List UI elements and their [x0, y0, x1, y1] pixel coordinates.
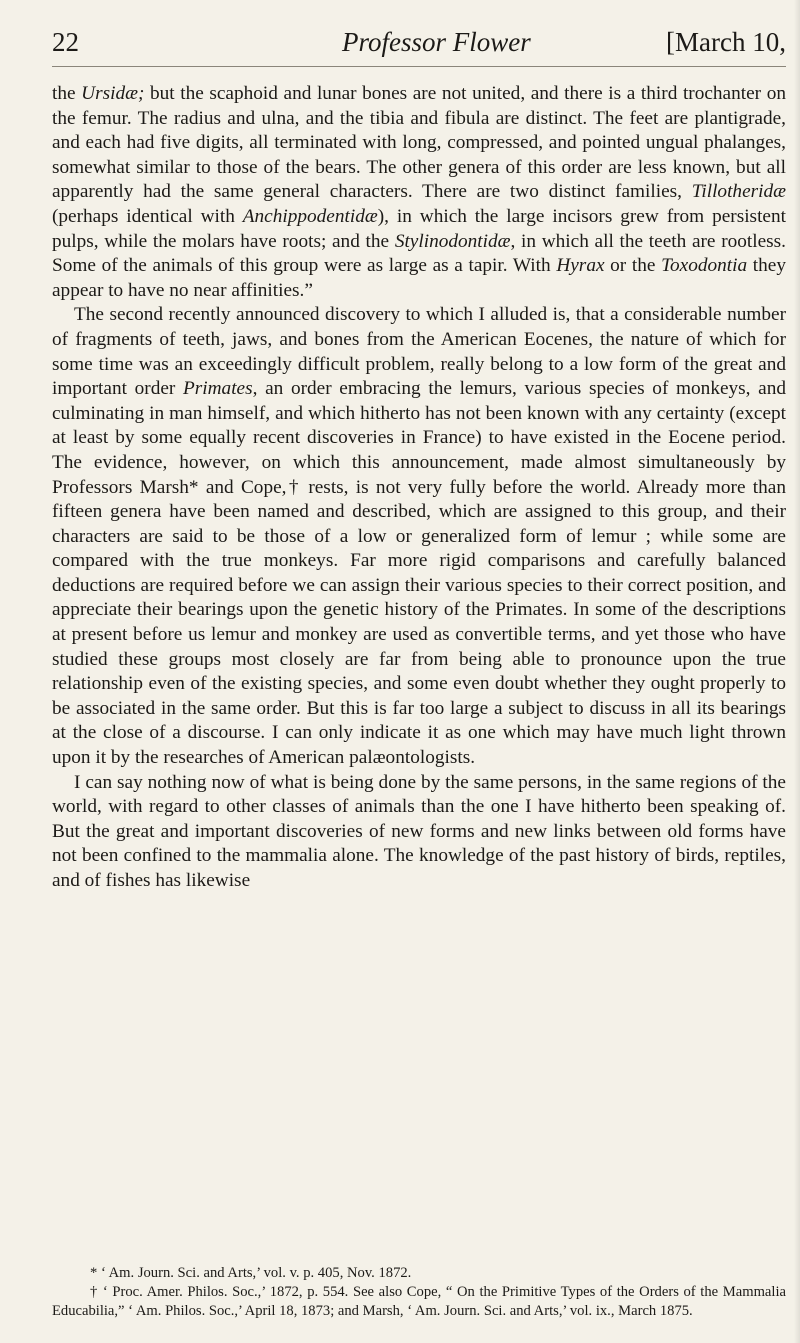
running-head — [52, 22, 786, 62]
text-run: , an order embracing the lemurs, various species of monkeys, and culminating in man himself, and which hitherto has not been known with any certainty (except at least by some equally recent discoveries in France) to have existed in the Eocene period. The evidence, however, on which this announcement, made almost simultaneously by Professors Marsh* and Cope,† rests, is not very fully before the world. Already more than fifteen genera have been named and described, which are assigned to this group, and their characters are said to be those of a low or generalized form of lemur ; while some are compared with the true monkeys. Far more rigid comparisons and carefully balanced deductions are required before we can assign their various species to their correct position, and appreciate their bearings upon the genetic history of the Primates. In some of the descriptions at present before us lemur and monkey are used as convertible terms, and yet those who have studied these groups most closely are far from being able to pronounce upon the true relationship even of the existing species, and some even doubt whether they ought properly to be associated in the same order. But this is far too large a subject to discuss in all its bearings at the close of a discourse. I can only indicate it as one which may have much light thrown upon it by the researches of American palæontologists. — [52, 378, 786, 769]
text-run: I can say nothing now of what is being done by the same persons, in the same regions of the world, with regard to other classes of animals than the one I have hitherto been speaking of. But the great and important discoveries of new forms and new links between old forms have not been confined to the mammalia alone. The knowledge of the past history of birds, reptiles, and of fishes has likewise — [52, 771, 786, 891]
text-run: , in which all the teeth are rootless. Some of the animals of this group were as large as a tapir. With — [52, 230, 786, 277]
body-paragraph — [52, 771, 786, 894]
footnote: * ‘ Am. Journ. Sci. and Arts,’ vol. v. p. 405, Nov. 1872. — [90, 1265, 412, 1281]
footnotes — [52, 1264, 786, 1321]
body-paragraph — [52, 303, 786, 770]
header-rule — [52, 66, 786, 67]
italic-term: Stylinodontidæ — [394, 230, 511, 252]
body-paragraph — [52, 82, 786, 303]
text-run: or the — [604, 255, 662, 277]
text-run: The second recently announced discovery to which I alluded is, that a considerable number of fragments of teeth, jaws, and bones from the American Eocenes, the nature of which for some time was an exceedingly difficult problem, really belong to a low form of the great and important order — [52, 304, 786, 400]
italic-term: Toxodontia — [661, 255, 748, 277]
italic-term: Primates — [182, 378, 253, 400]
italic-term: Ursidæ; — [81, 83, 145, 104]
text-run: ), in which the large incisors grew from persistent pulps, while the molars have roots; and the — [52, 205, 786, 252]
page-number: 22 — [52, 27, 79, 57]
text-run: but the scaphoid and lunar bones are not united, and there is a third trochanter on the femur. The radius and ulna, and the tibia and fibula are distinct. The feet are plantigrade, and each had five digits, all terminated with long, compressed, and pointed ungual phalanges, somewhat similar to those of the bears. The other genera of this order are less known, but all apparently had the same general characters. There are two distinct families, — [52, 83, 786, 203]
text-run: (perhaps identical with — [52, 205, 243, 227]
italic-term: Tillotheridæ — [691, 181, 786, 203]
italic-term: Hyrax — [556, 255, 605, 277]
text-run: they appear to have no near affinities.” — [52, 255, 786, 301]
body-text — [52, 82, 786, 894]
text-run: the — [52, 83, 82, 104]
page-edge — [794, 0, 800, 1343]
italic-term: Anchippodentidæ — [242, 205, 378, 227]
running-head-title: Professor Flower — [342, 27, 531, 57]
footnote: † ‘ Proc. Amer. Philos. Soc.,’ 1872, p. 554. See also Cope, “ On the Primitive Types of the Orders of the Mammalia Educabilia,” ‘ Am. Philos. Soc.,’ April 18, 1873; and Marsh, ‘ Am. Journ. Sci. and Arts,’ vol. ix., March 1875. — [52, 1284, 786, 1319]
running-head-date: [March 10, — [666, 27, 786, 57]
